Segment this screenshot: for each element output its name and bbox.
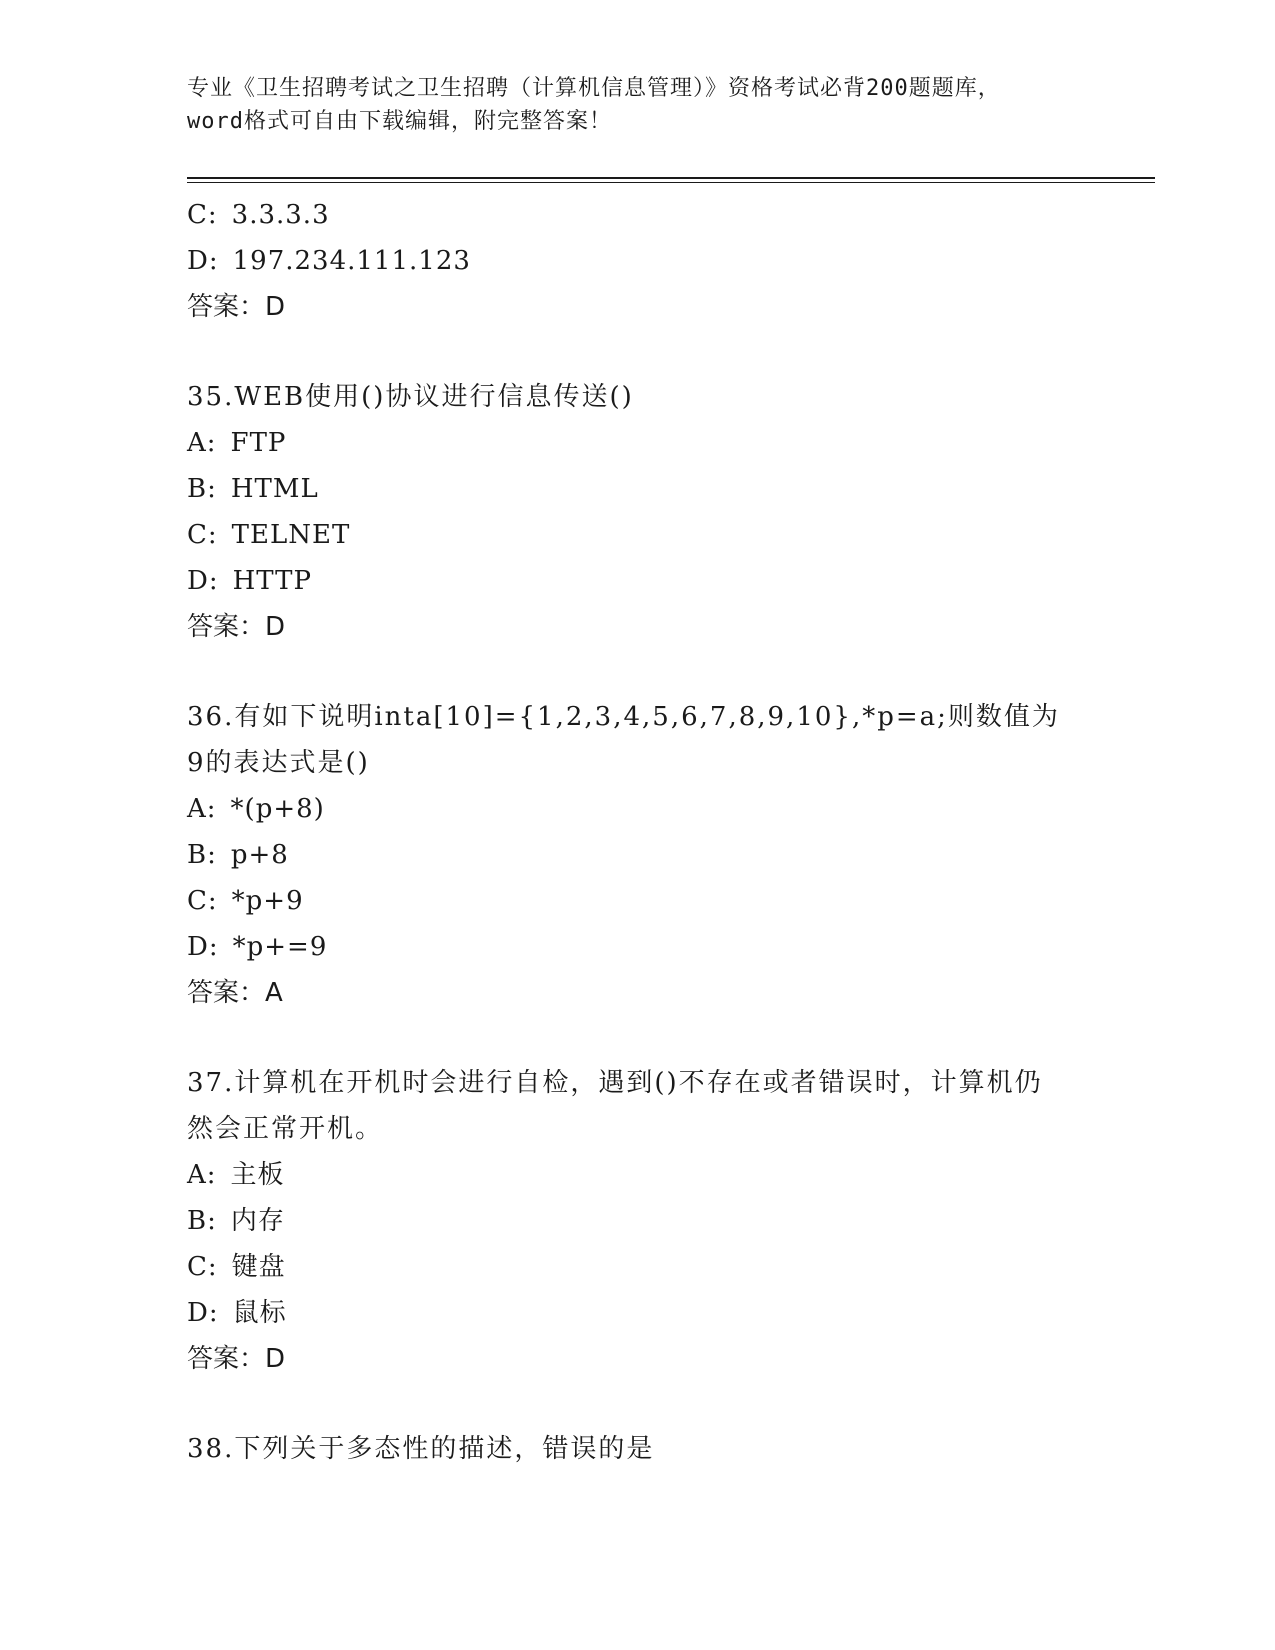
option-d: D: 鼠标 [187,1298,287,1328]
question-37 [187,1060,1087,1382]
header-divider [187,177,1155,179]
question-text: 35.WEB使用()协议进行信息传送() [187,382,634,412]
header-title-line-2: word格式可自由下载编辑，附完整答案！ [187,109,612,134]
option-c: C: 键盘 [187,1252,286,1282]
question-38 [187,1426,1087,1472]
header-divider-thin [187,182,1155,183]
option-a: A: *(p+8) [187,794,325,824]
option-a: A: FTP [187,428,287,458]
answer-line: 答案：D [187,292,286,322]
question-fragment [187,192,1087,330]
question-35 [187,374,1087,650]
option-c: C: TELNET [187,520,351,550]
question-text: 36.有如下说明inta[10]={1,2,3,4,5,6,7,8,9,10},*p=a;则数值为9的表达式是() [187,702,1060,778]
option-b: B: p+8 [187,840,289,870]
option-b: B: 内存 [187,1206,285,1236]
question-text: 37.计算机在开机时会进行自检，遇到()不存在或者错误时，计算机仍然会正常开机。 [187,1068,1043,1144]
option-d: D: HTTP [187,566,312,596]
option-c: C: *p+9 [187,886,304,916]
answer-line: 答案：D [187,612,286,642]
header-title-line-1: 专业《卫生招聘考试之卫生招聘（计算机信息管理）》资格考试必背200题题库， [187,76,1001,101]
question-36 [187,694,1087,1016]
option-d: D: *p+=9 [187,932,328,962]
answer-line: 答案：D [187,1344,286,1374]
question-list [187,192,1087,1472]
option-c: C: 3.3.3.3 [187,200,330,230]
option-d: D: 197.234.111.123 [187,246,471,276]
document-header [187,72,1087,138]
option-a: A: 主板 [187,1160,285,1190]
answer-line: 答案：A [187,978,283,1008]
question-text: 38.下列关于多态性的描述，错误的是 [187,1434,655,1464]
option-b: B: HTML [187,474,319,504]
